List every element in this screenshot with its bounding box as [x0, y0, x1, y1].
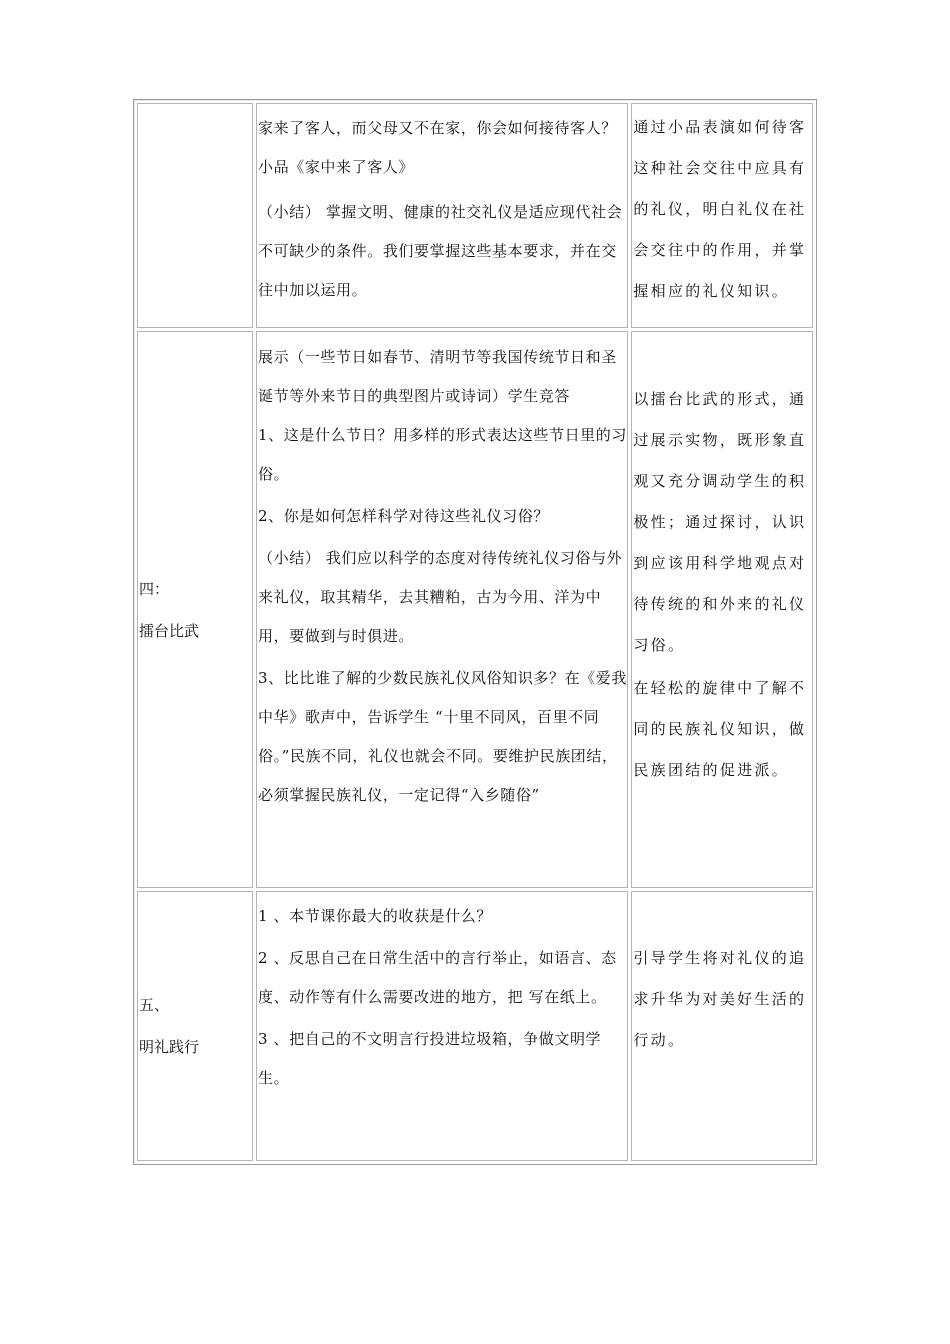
intent-paragraph: 引导学生将对礼仪的追求升华为对美好生活的行动。	[633, 949, 807, 1049]
activity-paragraph: 1、这是什么节日？用多样的形式表达这些节日里的习俗。	[258, 426, 627, 483]
intent-paragraph: 在轻松的旋律中了解不同的民族礼仪知识，做民族团结的促进派。	[633, 679, 807, 779]
activity-paragraph: （小结） 我们应以科学的态度对待传统礼仪习俗与外来礼仪，取其精华，去其糟粕，古为今用、洋为中用，要做到与时俱进。	[258, 549, 623, 645]
table-row	[137, 891, 813, 1161]
stage-cell	[137, 331, 253, 888]
activity-cell	[256, 891, 628, 1161]
activity-cell	[256, 103, 628, 328]
activity-paragraph: 2、你是如何怎样科学对待这些礼仪习俗？	[258, 507, 549, 525]
table-row	[137, 331, 813, 888]
activity-paragraph: （小结） 掌握文明、健康的社交礼仪是适应现代社会不可缺少的条件。我们要掌握这些基本要求，并在交往中加以运用。	[258, 203, 623, 299]
stage-title: 明礼践行	[139, 1038, 200, 1056]
stage-title: 擂台比武	[139, 621, 200, 640]
activity-cell	[256, 331, 628, 888]
intent-paragraph: 以擂台比武的形式，通过展示实物，既形象直观又充分调动学生的积极性；通过探讨，认识到应该用科学地观点对待传统的和外来的礼仪习俗。	[633, 390, 807, 654]
intent-paragraph: 通过小品表演如何待客这种社会交往中应具有的礼仪，明白礼仪在社会交往中的作用，并掌握相应的礼仪知识。	[633, 118, 807, 300]
intent-cell	[631, 103, 813, 328]
activity-paragraph: 2 、反思自己在日常生活中的言行举止，如语言、态度、动作等有什么需要改进的地方，把 写在纸上。	[258, 949, 617, 1006]
activity-paragraph: 3、比比谁了解的少数民族礼仪风俗知识多？在《爱我中华》歌声中，告诉学生 “十里不同风，百里不同俗。”民族不同，礼仪也就会不同。要维护民族团结，必须掌握民族礼仪，一定记得“入乡随俗”	[258, 669, 627, 804]
table-row	[137, 103, 813, 328]
activity-paragraph: 1 、本节课你最大的收获是什么？	[258, 907, 492, 925]
activity-paragraph: 3 、把自己的不文明言行投进垃圾箱，争做文明学生。	[258, 1030, 602, 1087]
stage-number: 五、	[139, 996, 170, 1014]
stage-cell	[137, 891, 253, 1161]
lesson-plan-table	[133, 99, 817, 1165]
activity-paragraph: 展示（一些节日如春节、清明节等我国传统节日和圣诞节等外来节日的典型图片或诗词）学生竞答	[258, 348, 617, 405]
intent-cell	[631, 331, 813, 888]
stage-cell	[137, 103, 253, 328]
intent-cell	[631, 891, 813, 1161]
stage-number: 四：	[139, 579, 170, 598]
activity-paragraph: 家来了客人，而父母又不在家，你会如何接待客人？小品《家中来了客人》	[258, 119, 617, 176]
